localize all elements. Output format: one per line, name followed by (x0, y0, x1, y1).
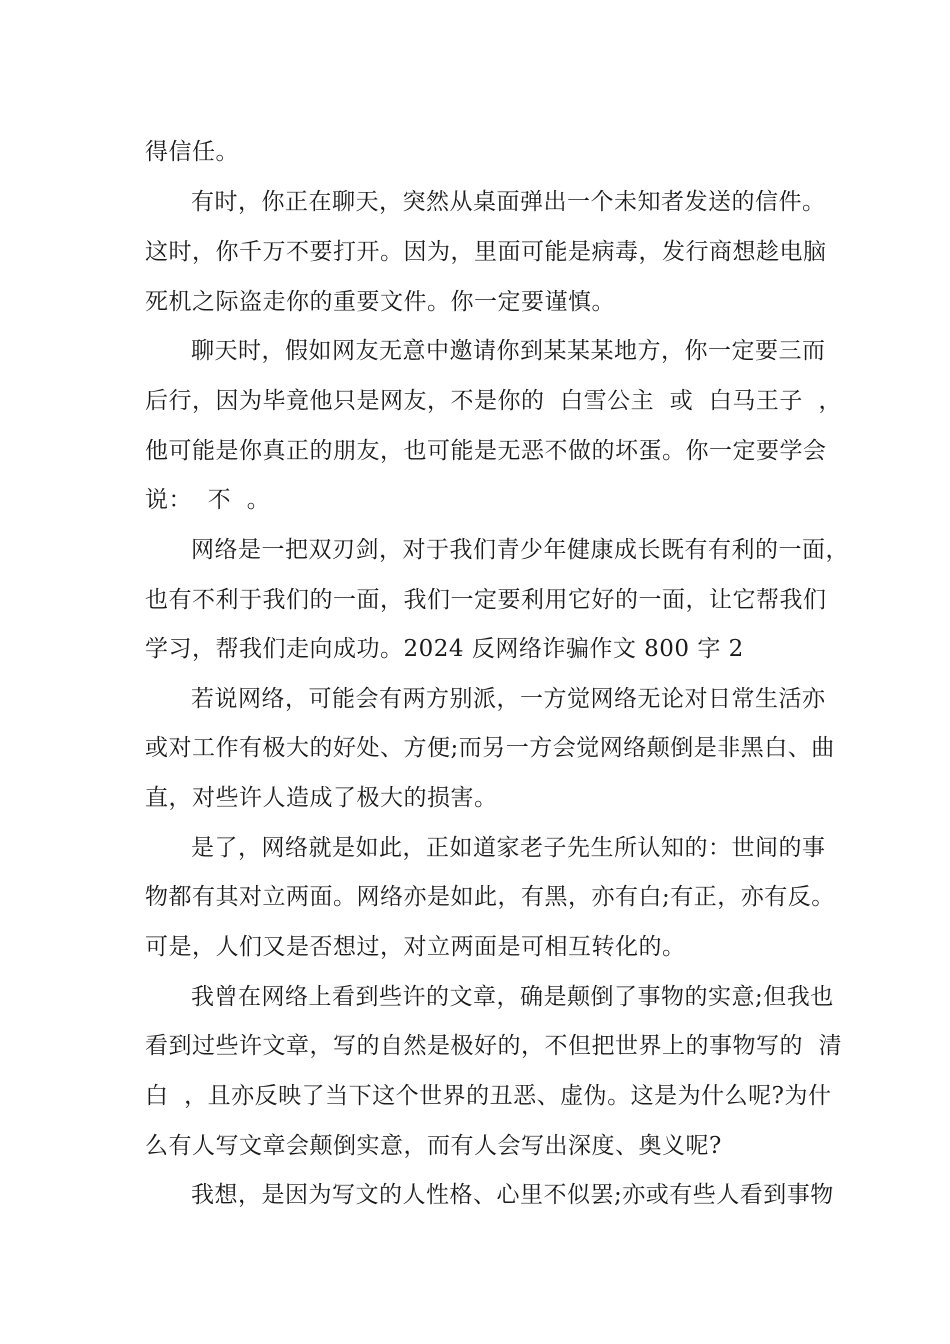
text-line: 看到过些许文章，写的自然是极好的，不但把世界上的事物写的 清 (145, 1033, 843, 1059)
paragraph-first-line: 有时，你正在聊天，突然从桌面弹出一个未知者发送的信件。 (191, 189, 826, 215)
text-line: 可是，人们又是否想过，对立两面是可相互转化的。 (145, 934, 686, 960)
text-line: 后行，因为毕竟他只是网友，不是你的 白雪公主 或 白马王子 ， (145, 388, 842, 414)
text-line: 或对工作有极大的好处、方便;而另一方会觉网络颠倒是非黑白、曲 (145, 735, 835, 761)
text-line: 得信任。 (145, 139, 239, 165)
paragraph-first-line: 网络是一把双刃剑，对于我们青少年健康成长既有有利的一面， (191, 537, 849, 563)
text-line: 么有人写文章会颠倒实意，而有人会写出深度、奥义呢? (145, 1133, 722, 1159)
text-line: 物都有其对立两面。网络亦是如此，有黑，亦有白;有正，亦有反。 (145, 884, 835, 910)
text-line: 他可能是你真正的朋友，也可能是无恶不做的坏蛋。你一定要学会 (145, 438, 827, 464)
text-line: 直，对些许人造成了极大的损害。 (145, 785, 498, 811)
text-line: 学习，帮我们走向成功。2024 反网络诈骗作文 800 字 2 (145, 636, 744, 662)
text-line: 死机之际盗走你的重要文件。你一定要谨慎。 (145, 289, 615, 315)
paragraph-first-line: 若说网络，可能会有两方别派，一方觉网络无论对日常生活亦 (191, 686, 826, 712)
paragraph-first-line: 我曾在网络上看到些许的文章，确是颠倒了事物的实意;但我也 (191, 984, 834, 1010)
text-line: 也有不利于我们的一面，我们一定要利用它好的一面，让它帮我们 (145, 587, 827, 613)
text-line: 说： 不 。 (145, 487, 271, 513)
text-line: 这时，你千万不要打开。因为，里面可能是病毒，发行商想趁电脑 (145, 239, 827, 265)
paragraph-first-line: 聊天时，假如网友无意中邀请你到某某某地方，你一定要三而 (191, 338, 826, 364)
paragraph-first-line: 我想，是因为写文的人性格、心里不似罢;亦或有些人看到事物 (191, 1182, 834, 1208)
text-line: 白 ，且亦反映了当下这个世界的丑恶、虚伪。这是为什么呢?为什 (145, 1083, 832, 1109)
paragraph-first-line: 是了，网络就是如此，正如道家老子先生所认知的：世间的事 (191, 835, 826, 861)
